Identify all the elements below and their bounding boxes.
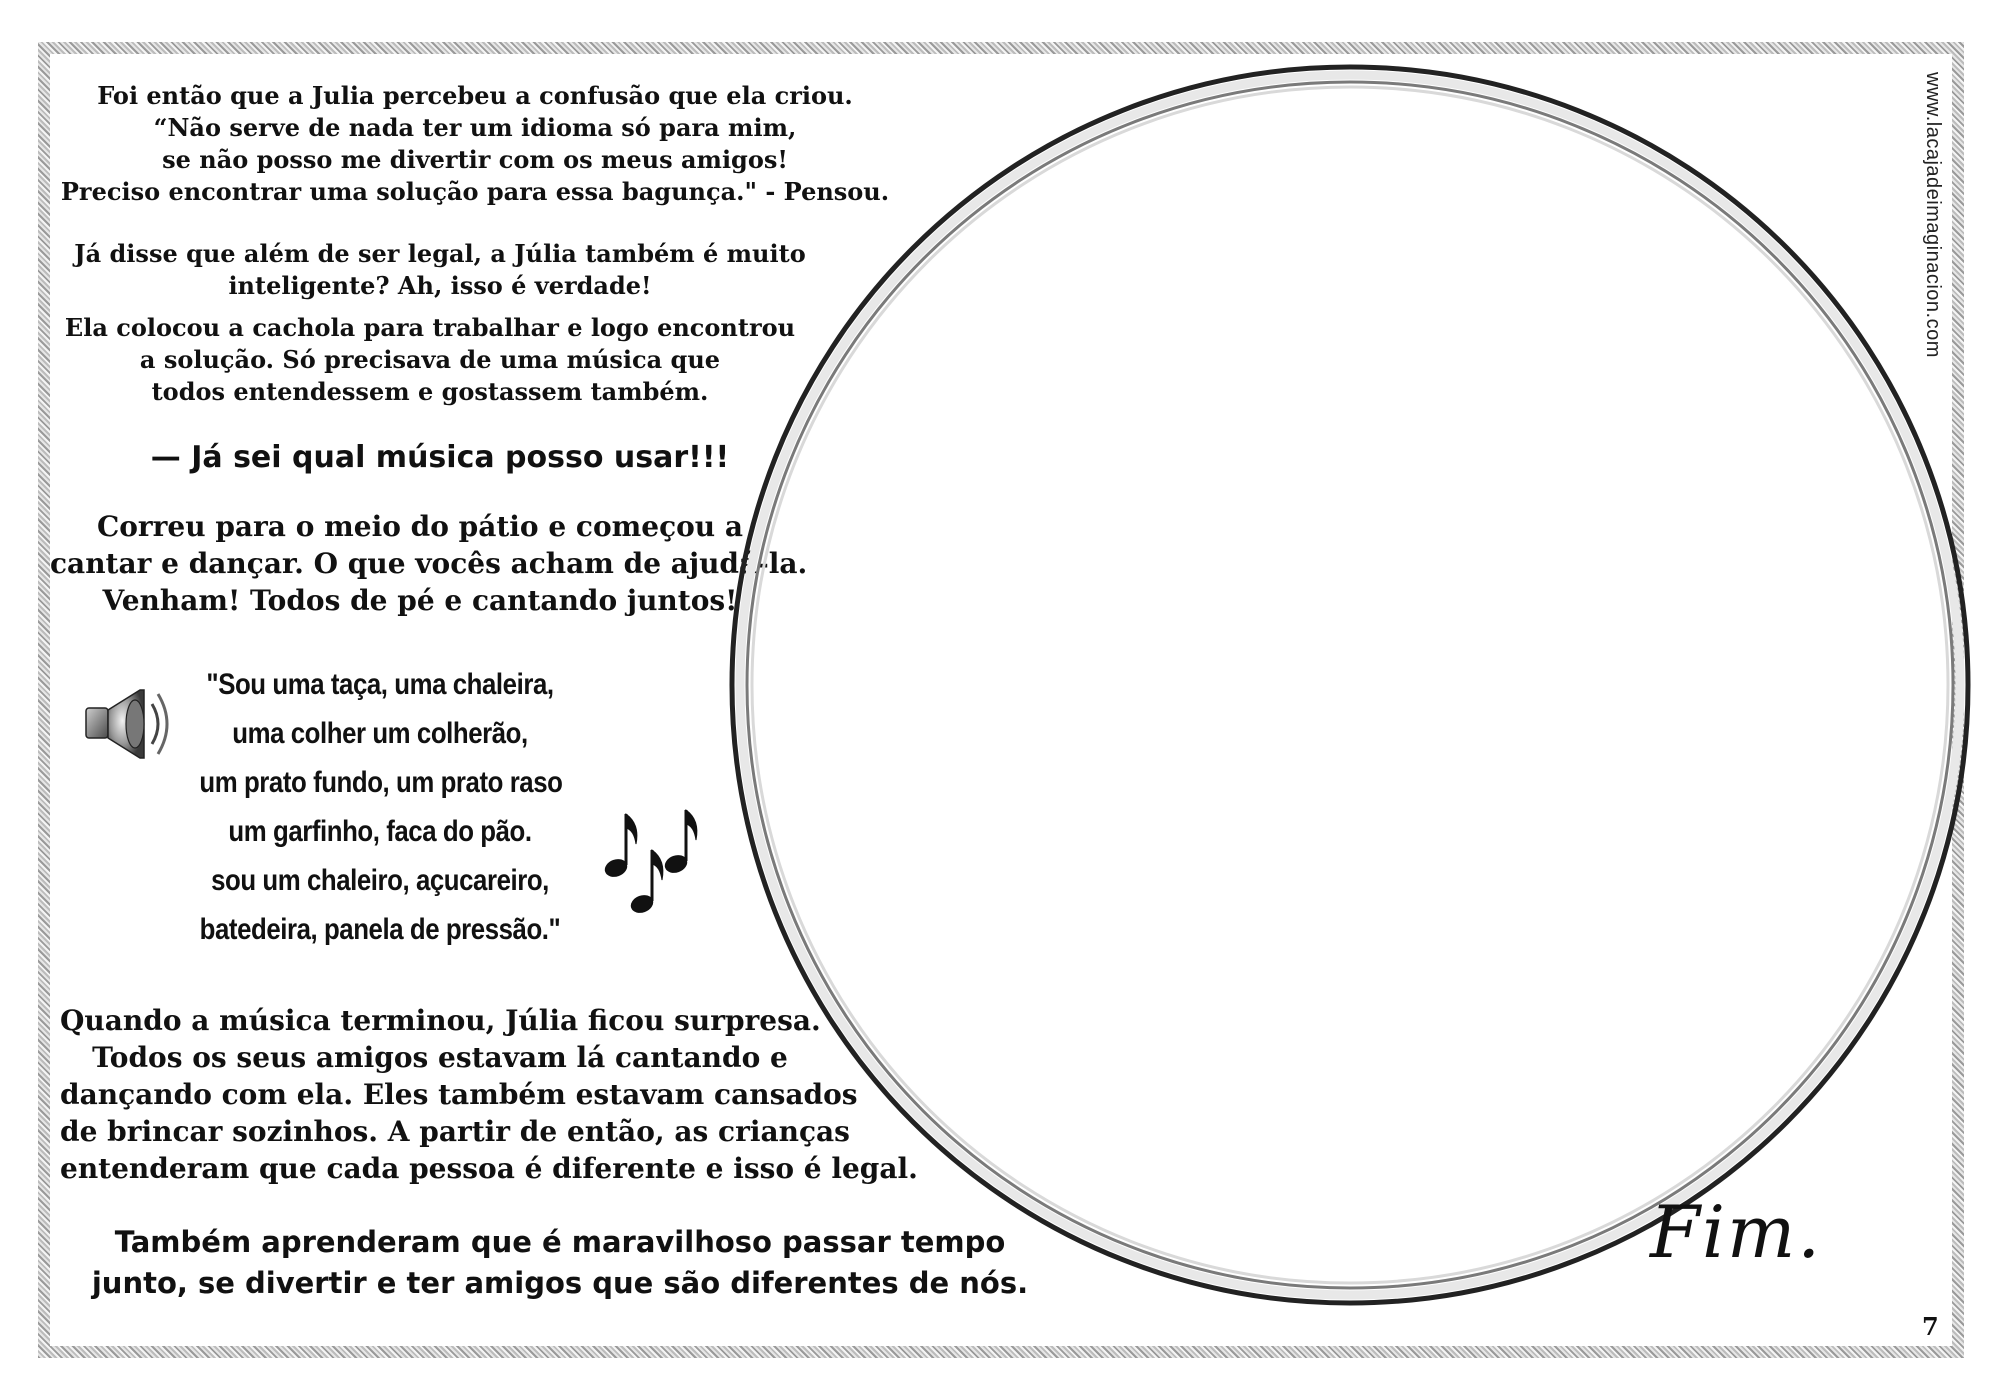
website-url: www.lacajadeimaginacion.com <box>1922 72 1944 358</box>
text-line: Correu para o meio do pátio e começou a <box>96 510 744 543</box>
lyric-line: uma colher um colherão, <box>232 717 528 750</box>
exclamation-heading: — Já sei qual música posso usar!!! <box>150 440 730 475</box>
drawing-circle <box>725 60 1975 1310</box>
lyric-line: batedeira, panela de pressão." <box>199 913 561 946</box>
text-line: todos entendessem e gostassem também. <box>151 377 709 406</box>
lyric-line: um prato fundo, um prato raso <box>199 766 563 799</box>
text-line: Preciso encontrar uma solução para essa bagunça." - Pensou. <box>60 177 890 206</box>
text-line: “Não serve de nada ter um idioma só para mim, <box>153 113 797 142</box>
idea-paragraph <box>60 312 800 408</box>
text-line: entenderam que cada pessoa é diferente e isso é legal. <box>60 1152 918 1185</box>
ending-paragraph <box>60 1002 918 1187</box>
page-number: 7 <box>1922 1312 1939 1341</box>
text-line: dançando com ela. Eles também estavam cansados <box>60 1078 858 1111</box>
text-line: junto, se divertir e ter amigos que são diferentes de nós. <box>91 1266 1029 1300</box>
action-paragraph <box>50 508 808 619</box>
text-line: inteligente? Ah, isso é verdade! <box>228 271 652 300</box>
text-line: se não posso me divertir com os meus amigos! <box>162 145 788 174</box>
speaker-icon <box>80 682 176 766</box>
song-lyrics <box>199 660 563 954</box>
text-line: Também aprenderam que é maravilhoso passar tempo <box>114 1225 1006 1259</box>
lyric-line: um garfinho, faca do pão. <box>228 815 532 848</box>
music-notes-icon <box>596 808 716 918</box>
text-line: Venham! Todos de pé e cantando juntos! <box>102 584 738 617</box>
text-line: de brincar sozinhos. A partir de então, as crianças <box>60 1115 850 1148</box>
text-line: Já disse que além de ser legal, a Júlia também é muito <box>74 239 806 268</box>
text-line: cantar e dançar. O que vocês acham de ajudá-la. <box>50 547 808 580</box>
smart-paragraph <box>60 238 820 302</box>
text-line: Foi então que a Julia percebeu a confusão que ela criou. <box>97 81 853 110</box>
text-line: Quando a música terminou, Júlia ficou surpresa. <box>60 1004 821 1037</box>
text-line: Todos os seus amigos estavam lá cantando e <box>92 1041 788 1074</box>
fim-text: Fim. <box>1650 1190 1823 1274</box>
lyric-line: sou um chaleiro, açucareiro, <box>211 864 549 897</box>
text-line: Ela colocou a cachola para trabalhar e logo encontrou <box>64 313 796 342</box>
text-line: a solução. Só precisava de uma música que <box>139 345 721 374</box>
lyric-line: "Sou uma taça, uma chaleira, <box>206 668 554 701</box>
